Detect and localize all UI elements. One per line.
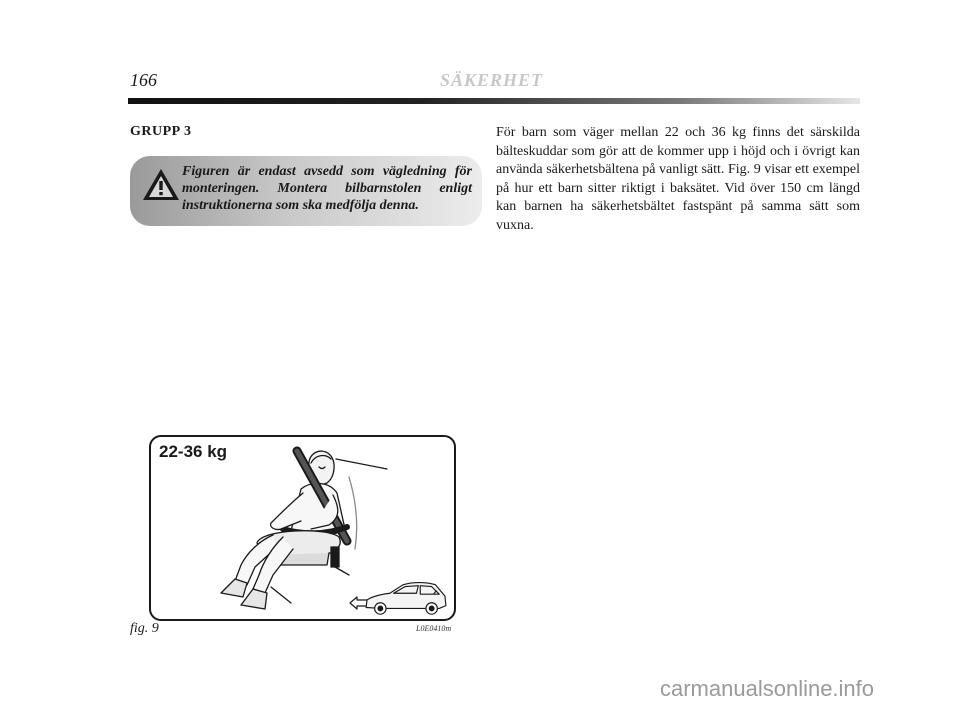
watermark: carmanualsonline.info	[660, 676, 875, 701]
car-icon	[363, 579, 449, 617]
warning-text: Figuren är endast avsedd som vägledning för monteringen. Montera bilbarnstolen enligt instruktionerna som ska medfölja denna.	[182, 164, 472, 213]
section-title: SÄKERHET	[440, 70, 544, 90]
figure-frame	[149, 435, 456, 621]
figure-caption: fig. 9	[130, 621, 159, 636]
body-text	[496, 124, 860, 235]
page-number: 166	[130, 70, 157, 90]
figure-code: L0E0410m	[416, 624, 452, 633]
warning-box	[130, 156, 482, 226]
header-rule	[128, 98, 860, 104]
group-heading: GRUPP 3	[130, 124, 192, 139]
weight-label: 22-36 kg	[159, 442, 228, 461]
body-paragraph: För barn som väger mellan 22 och 36 kg finns det särskilda bälteskuddar som gör att de kommer upp i höjd och i övrigt kan använda säkerhetsbältena på vanligt sätt. Fig. 9 visar ett exempel på hur ett barn sitter riktigt i baksätet. Vid över 150 cm längd kan barnen ha säkerhetsbältet fastspänt på samma sätt som vuxna.	[496, 125, 860, 233]
warning-triangle-icon	[142, 168, 180, 202]
